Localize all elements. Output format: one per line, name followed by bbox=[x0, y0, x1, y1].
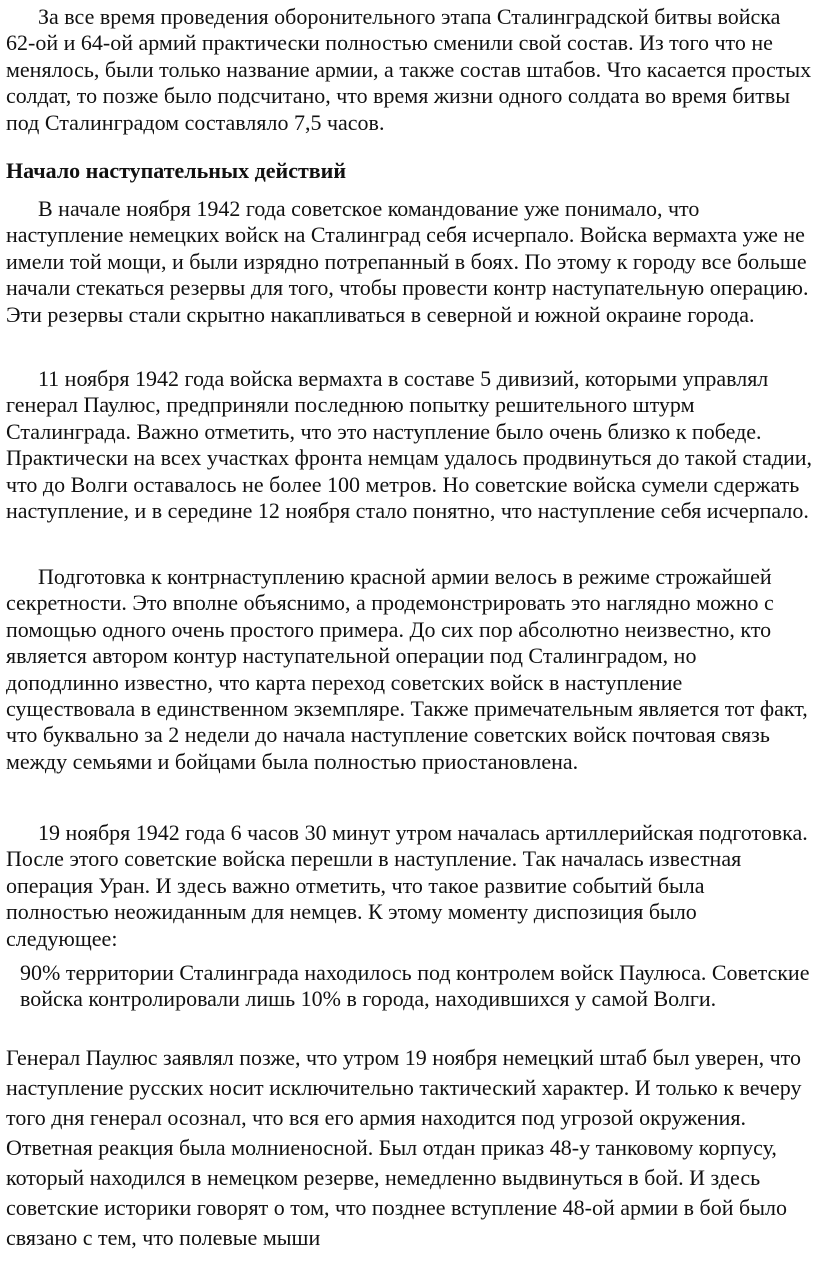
section-heading: Начало наступательных действий bbox=[6, 158, 347, 183]
list-item: 90% территории Сталинграда находилось под контролем войск Паулюса. Советские войска контролировали лишь 10% в города, находившихся у самой Волги. bbox=[20, 960, 810, 1012]
paragraph-4: Подготовка к контрнаступлению красной армии велось в режиме строжайшей секретности. Это вполне объяснимо, а продемонстрировать это наглядно можно с помощью одного очень простого примера. До сих пор абсолютно неизвестно, кто является автором контур наступательной операции под Сталинградом, но доподлинно известно, что карта переход советских войск в наступление существовала в единственном экземпляре. Также примечательным является тот факт, что буквально за 2 недели до начала наступление советских войск почтовая связь между семьями и бойцами была полностью приостановлена. bbox=[6, 564, 808, 774]
paragraph-2: В начале ноября 1942 года советское командование уже понимало, что наступление немецких войск на Сталинград себя исчерпало. Войска вермахта уже не имели той мощи, и были изрядно потрепанный в боях. По этому к городу все больше начали стекаться резервы для того, чтобы провести контр наступательную операцию. Эти резервы стали скрытно накапливаться в северной и южной окраине города. bbox=[6, 196, 809, 327]
paragraph-1: За все время проведения оборонительного этапа Сталинградской битвы войска 62-ой и 64-ой армий практически полностью сменили свой состав. Из того что не менялось, были только название армии, а также состав штабов. Что касается простых солдат, то позже было подсчитано, что время жизни одного солдата во время битвы под Сталинградом составляло 7,5 часов. bbox=[6, 4, 812, 135]
paragraph-final: Генерал Паулюс заявлял позже, что утром 19 ноября немецкий штаб был уверен, что наступление русских носит исключительно тактический характер. И только к вечеру того дня генерал осознал, что вся его армия находится под угрозой окружения. Ответная реакция была молниеносной. Был отдан приказ 48-у танковому корпусу, который находился в немецком резерве, немедленно выдвинуться в бой. И здесь советские историки говорят о том, что позднее вступление 48-ой армии в бой было связано с тем, что полевые мыши bbox=[6, 1045, 802, 1250]
paragraph-3: 11 ноября 1942 года войска вермахта в составе 5 дивизий, которыми управлял генерал Паулюс, предприняли последнюю попытку решительного штурм Сталинграда. Важно отметить, что это наступление было очень близко к победе. Практически на всех участках фронта немцам удалось продвинуться до такой стадии, что до Волги оставалось не более 100 метров. Но советские войска сумели сдержать наступление, и в середине 12 ноября стало понятно, что наступление себя исчерпало. bbox=[6, 366, 812, 524]
paragraph-5: 19 ноября 1942 года 6 часов 30 минут утром началась артиллерийская подготовка. После этого советские войска перешли в наступление. Так началась известная операция Уран. И здесь важно отметить, что такое развитие событий была полностью неожиданным для немцев. К этому моменту диспозиция было следующее: bbox=[6, 820, 808, 951]
